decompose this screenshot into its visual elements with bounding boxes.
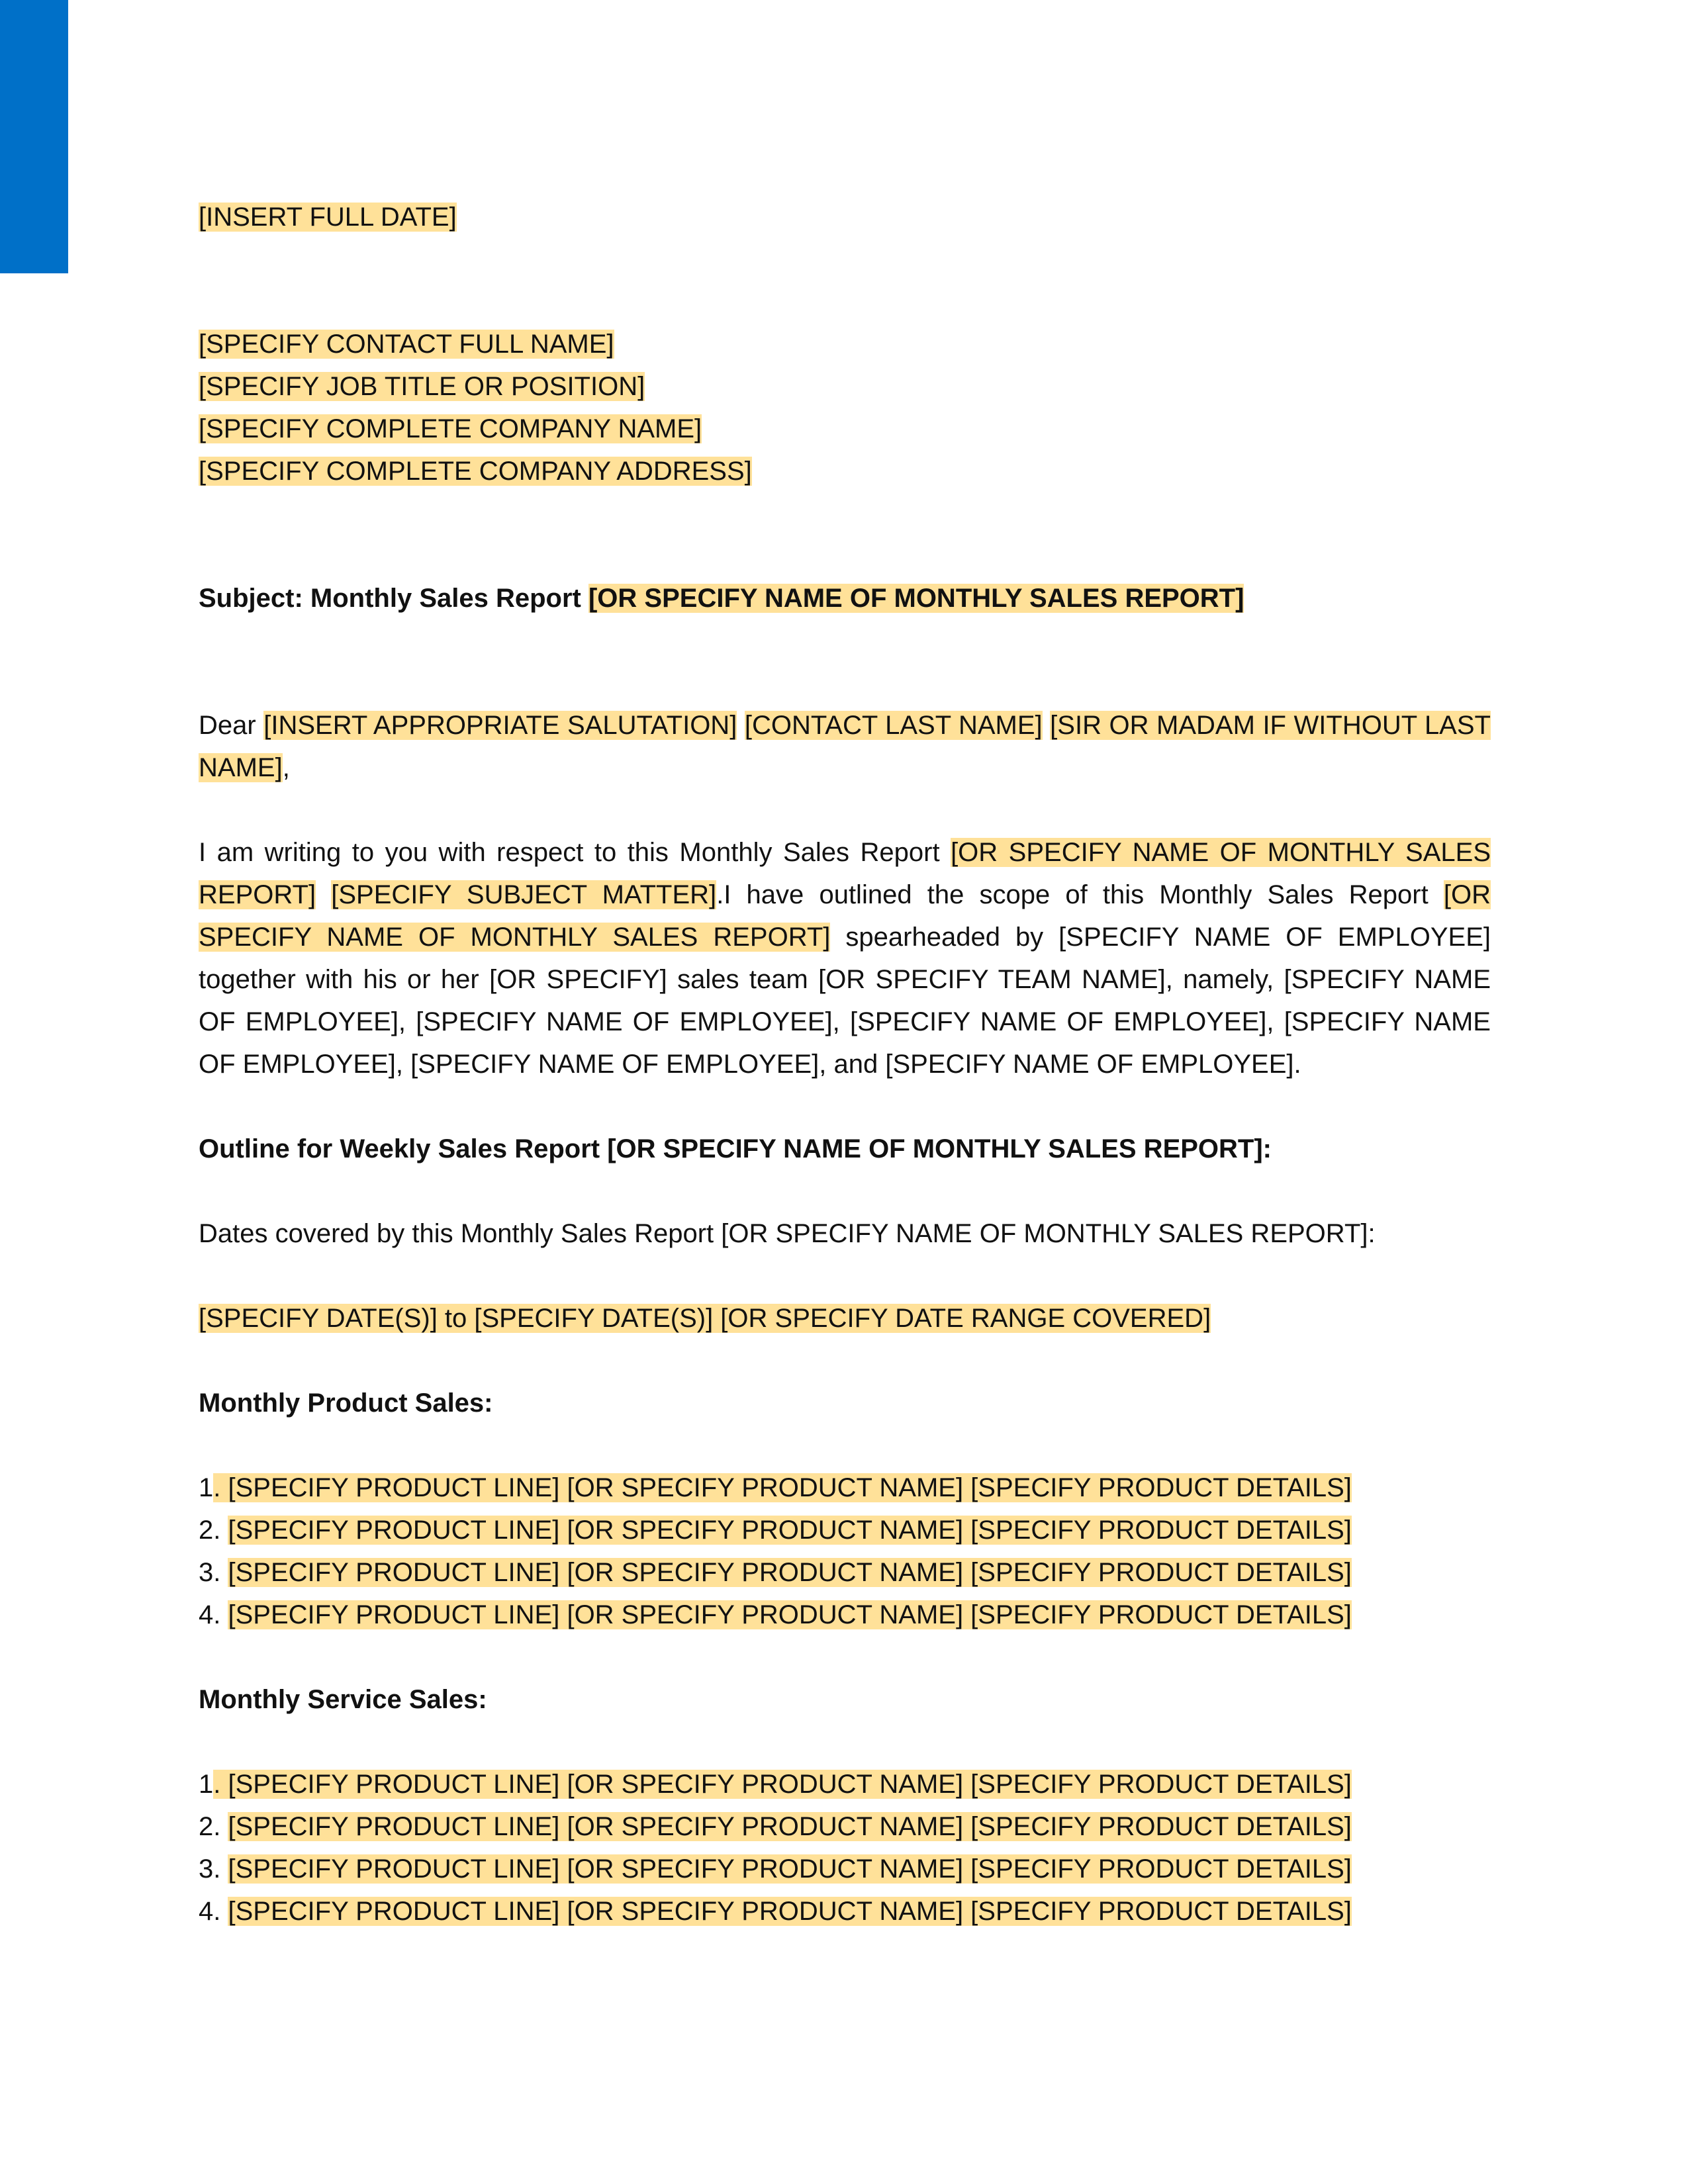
list-item-text: [SPECIFY PRODUCT LINE] [OR SPECIFY PRODUCT NAME] [SPECIFY PRODUCT DETAILS] <box>228 1516 1352 1545</box>
outline-heading: Outline for Weekly Sales Report [OR SPECIFY NAME OF MONTHLY SALES REPORT]: <box>199 1134 1272 1163</box>
recipient-title: [SPECIFY JOB TITLE OR POSITION] <box>199 372 645 401</box>
intro-text-1: I am writing to you with respect to this Monthly Sales Report <box>199 838 951 867</box>
list-item <box>199 1890 1352 1933</box>
dates-covered-text: Dates covered by this Monthly Sales Report [OR SPECIFY NAME OF MONTHLY SALES REPORT]: <box>199 1219 1376 1248</box>
list-item <box>199 1594 1352 1636</box>
contact-last-name-placeholder: [CONTACT LAST NAME] <box>744 711 1043 740</box>
subject-placeholder: [OR SPECIFY NAME OF MONTHLY SALES REPORT] <box>588 584 1244 613</box>
date-line <box>199 196 457 238</box>
list-item-text: . [SPECIFY PRODUCT LINE] [OR SPECIFY PRODUCT NAME] [SPECIFY PRODUCT DETAILS] <box>213 1770 1352 1799</box>
list-item <box>199 1467 1352 1509</box>
list-item <box>199 1763 1352 1805</box>
list-item <box>199 1848 1352 1890</box>
recipient-title-line <box>199 365 645 408</box>
list-number: 2. <box>199 1812 228 1841</box>
list-item-text: [SPECIFY PRODUCT LINE] [OR SPECIFY PRODUCT NAME] [SPECIFY PRODUCT DETAILS] <box>228 1854 1352 1884</box>
list-number: 1 <box>199 1473 214 1502</box>
recipient-name: [SPECIFY CONTACT FULL NAME] <box>199 330 614 359</box>
accent-bar <box>0 0 68 273</box>
list-number: 1 <box>199 1770 214 1799</box>
recipient-company: [SPECIFY COMPLETE COMPANY NAME] <box>199 414 702 443</box>
intro-report-name-2: [OR SPECIFY NAME OF MONTHLY SALES REPORT] <box>199 880 1491 952</box>
salutation-comma: , <box>282 753 290 782</box>
intro-report-name-1: [OR SPECIFY NAME OF MONTHLY SALES REPORT] <box>199 838 1491 909</box>
intro-text-2: .I have outlined the scope of this Monthly Sales Report <box>716 880 1444 909</box>
recipient-name-line <box>199 323 614 365</box>
date-range-line <box>199 1297 1211 1340</box>
salutation-placeholder: [INSERT APPROPRIATE SALUTATION] <box>263 711 737 740</box>
list-number: 4. <box>199 1600 228 1629</box>
sir-madam-placeholder: [SIR OR MADAM IF WITHOUT LAST NAME] <box>199 711 1491 782</box>
service-sales-heading: Monthly Service Sales: <box>199 1685 487 1714</box>
salutation-dear: Dear <box>199 711 264 740</box>
list-number: 3. <box>199 1558 228 1587</box>
list-item <box>199 1805 1352 1848</box>
list-item-text: [SPECIFY PRODUCT LINE] [OR SPECIFY PRODUCT NAME] [SPECIFY PRODUCT DETAILS] <box>228 1558 1352 1587</box>
subject-label: Subject: Monthly Sales Report <box>199 584 588 613</box>
salutation-paragraph <box>199 704 1491 789</box>
list-item-text: [SPECIFY PRODUCT LINE] [OR SPECIFY PRODUCT NAME] [SPECIFY PRODUCT DETAILS] <box>228 1812 1352 1841</box>
list-number: 2. <box>199 1516 228 1545</box>
recipient-address: [SPECIFY COMPLETE COMPANY ADDRESS] <box>199 457 752 486</box>
recipient-address-line <box>199 450 752 492</box>
list-item <box>199 1509 1352 1551</box>
list-number: 3. <box>199 1854 228 1884</box>
intro-text-3: spearheaded by [SPECIFY NAME OF EMPLOYEE] together with his or her [OR SPECIFY] sales team [OR SPECIFY TEAM NAME], namely, [SPECIFY NAME OF EMPLOYEE], [SPECIFY NAME OF EMPLOYEE], [SPECIFY NAME OF EMPLOYEE], [SPECIFY NAME OF EMPLOYEE], [SPECIFY NAME OF EMPLOYEE], and [SPECIFY NAME OF EMPLOYEE]. <box>199 923 1491 1079</box>
product-sales-heading: Monthly Product Sales: <box>199 1388 493 1418</box>
recipient-company-line <box>199 408 702 450</box>
intro-subject-matter: [SPECIFY SUBJECT MATTER] <box>331 880 717 909</box>
list-item-text: . [SPECIFY PRODUCT LINE] [OR SPECIFY PRODUCT NAME] [SPECIFY PRODUCT DETAILS] <box>213 1473 1352 1502</box>
list-item-text: [SPECIFY PRODUCT LINE] [OR SPECIFY PRODUCT NAME] [SPECIFY PRODUCT DETAILS] <box>228 1600 1352 1629</box>
list-item <box>199 1551 1352 1594</box>
date-range-placeholder: [SPECIFY DATE(S)] to [SPECIFY DATE(S)] [OR SPECIFY DATE RANGE COVERED] <box>199 1304 1211 1333</box>
list-number: 4. <box>199 1897 228 1926</box>
date-placeholder: [INSERT FULL DATE] <box>199 203 457 232</box>
subject-line <box>199 577 1244 619</box>
list-item-text: [SPECIFY PRODUCT LINE] [OR SPECIFY PRODUCT NAME] [SPECIFY PRODUCT DETAILS] <box>228 1897 1352 1926</box>
intro-paragraph <box>199 831 1491 1085</box>
